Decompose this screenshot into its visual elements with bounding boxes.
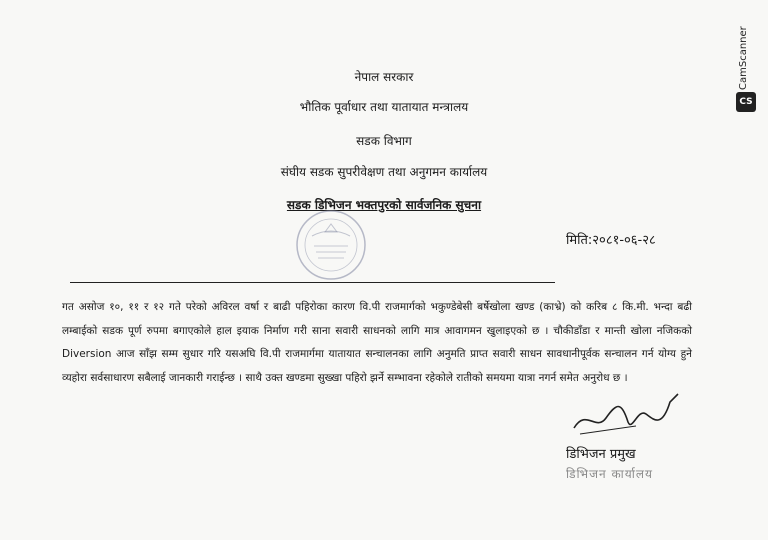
notice-body: गत असोज १०, ११ र १२ गते परेको अविरल वर्षा र बाढी पहिरोका कारण वि.पी राजमार्गको भकुण्डेबेसी बर्षेखोला खण्ड (काभ्रे) को करिब ८ कि.मी. भन्दा बढी लम्बाईको सडक पूर्ण रुपमा बगाएकोले हाल इयाक निर्माण गरी साना सवारी साधनको लागि मात्र आवागमन खुलाइएको छ । चौकीडाँडा र मान्ती खोला नजिकको Diversion आज साँझ सम्म सुधार गरि यसअघि वि.पी राजमार्गमा यातायात सन्चालनका लागि अनुमति प्राप्त सवारी साधन सावधानीपूर्वक सन्चालन गर्न योग्य हुने व्यहोरा सर्वसाधारण सबैलाई जानकारी गराईन्छ । साथै उक्त खण्डमा सुख्खा पहिरो झर्ने सम्भावना रहेकोले रातीको समयमा यात्रा नगर्न समेत अनुरोध छ ।	[62, 301, 692, 384]
official-seal-icon	[292, 206, 370, 284]
header-department: सडक विभाग	[356, 134, 412, 148]
header-government: नेपाल सरकार	[354, 70, 414, 84]
notice-date: मिति:२०८१-०६-२८	[566, 233, 656, 248]
header-ministry: भौतिक पूर्वाधार तथा यातायात मन्त्रालय	[299, 100, 469, 114]
header-office: संघीय सडक सुपरीवेक्षण तथा अनुगमन कार्यालय	[280, 165, 488, 179]
camscanner-logo-icon: CS	[736, 92, 756, 112]
camscanner-watermark	[736, 12, 760, 112]
notice-title: सडक डिभिजन भक्तपुरको सार्वजनिक सुचना	[286, 198, 482, 212]
office-stamp: डिभिजन कार्यालय	[566, 467, 653, 481]
signatory-designation: डिभिजन प्रमुख	[566, 447, 636, 462]
camscanner-text: CamScanner	[738, 26, 749, 90]
signature-icon	[566, 388, 686, 438]
divider-line	[70, 282, 555, 283]
